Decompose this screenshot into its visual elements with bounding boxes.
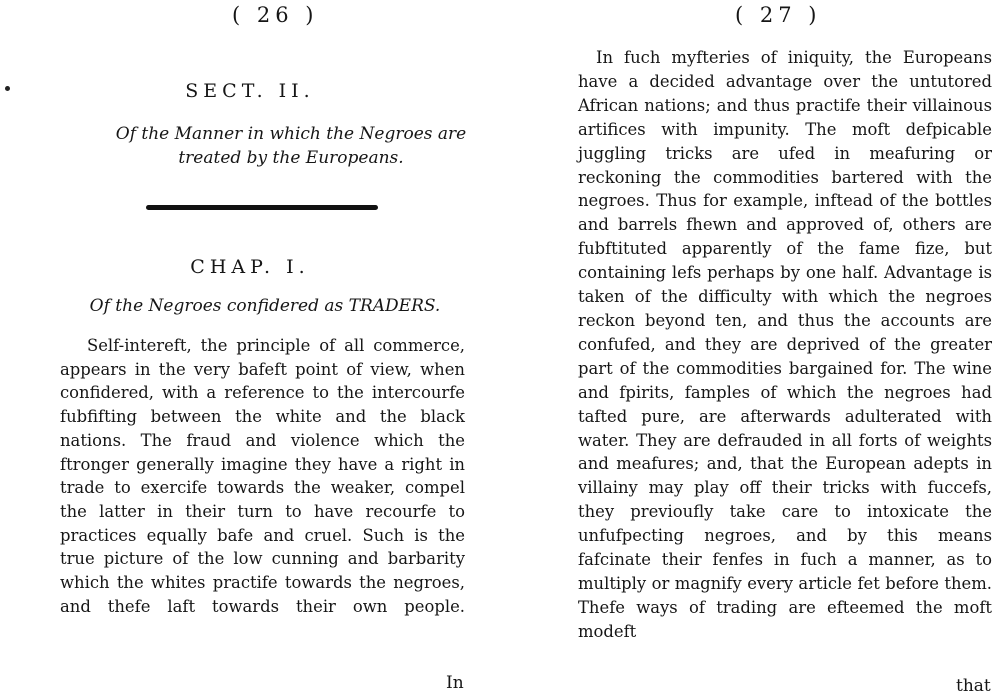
body-paragraph: Self-intereft, the principle of all commerce, appears in the very bafeft point of view, when confidered, with a reference to the intercourfe fubfifting between the white and the black nations. The fraud and violence which the ftronger generally imagine they have a right in trade to exercife towards the weaker, compel the latter in their turn to have recourfe to practices equally bafe and cruel. Such is the true picture of the low cunning and barbarity which the whites practife towards the negroes, and thefe laft towards their own people. xyxy=(60,336,465,616)
chapter-heading: CHAP. I. xyxy=(190,256,310,278)
right-page xyxy=(500,0,1000,697)
section-heading: SECT. II. xyxy=(185,80,315,102)
catchword: that xyxy=(956,676,991,696)
section-title: Of the Manner in which the Negroes are treated by the Europeans. xyxy=(115,124,467,168)
decorative-rule xyxy=(146,205,378,210)
page-number: ( 27 ) xyxy=(735,3,822,27)
page-number: ( 26 ) xyxy=(232,3,319,27)
body-paragraph: In fuch myfteries of iniquity, the Europeans have a decided advantage over the untutored African nations; and thus practife their villainous artifices with impunity. The moft defpicable juggling tricks are ufed in meafuring or reckoning the commodities bartered with the negroes. Thus for example, inftead of the bottles and barrels fhewn and approved of, others are fubftituted apparently of the fame fize, but containing lefs perhaps by one half. Advantage is taken of the difficulty with which the negroes reckon beyond ten, and thus the accounts are confufed, and they are deprived of the greater part of the commodities bargained for. The wine and fpirits, famples of which the negroes had tafted pure, are afterwards adulterated with water. They are defrauded in all forts of weights and meafures; and, that the European adepts in villainy may play off their tricks with fuccefs, they previoufly take care to intoxicate the unfufpecting negroes, and by this means fafcinate their fenfes in fuch a manner, as to multiply or magnify every article fet before them. Thefe ways of trading are efteemed the moft modeft xyxy=(578,48,992,641)
chapter-title: Of the Negroes confidered as TRADERS. xyxy=(89,296,441,316)
catchword: In xyxy=(446,673,464,693)
